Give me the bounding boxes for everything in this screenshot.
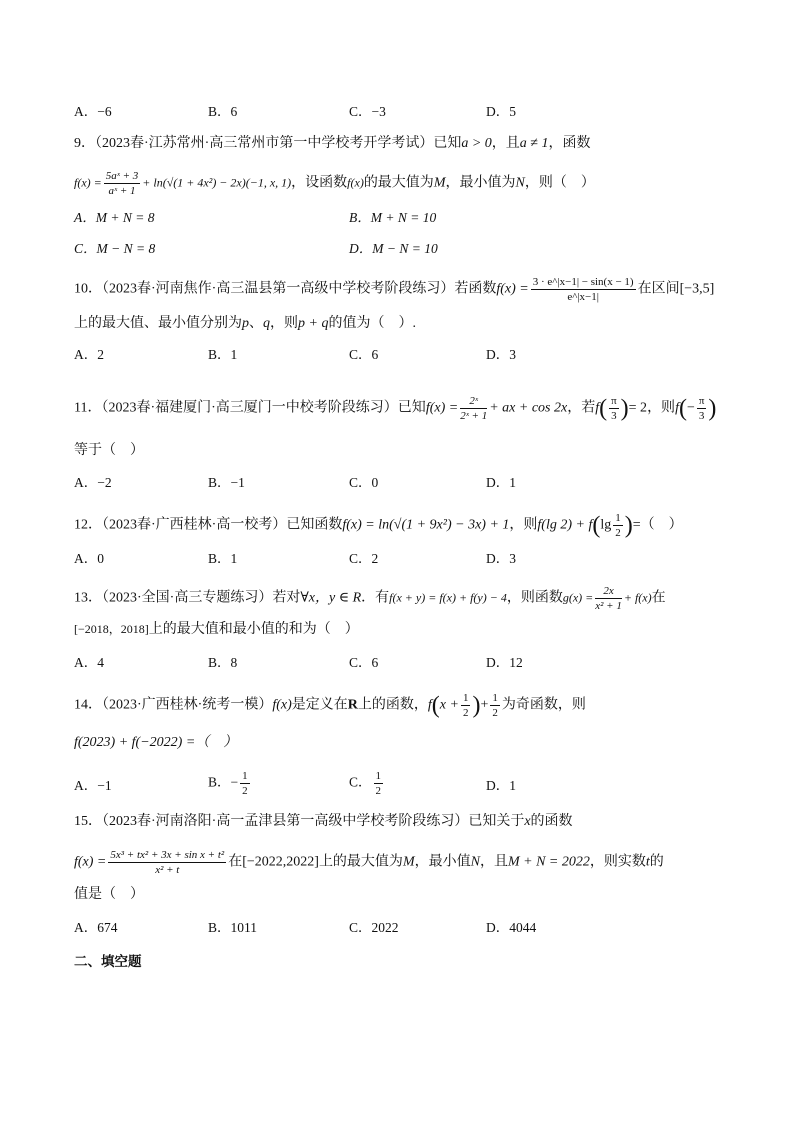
q13-option-b: B．8 [208,655,238,670]
q11-stem: 11．（2023春·福建厦门·高三厦门一中校考阶段练习）已知f(x) = $\frac{\text{2ˣ}}{\text{2ˣ + 1}}$ + ax + cos 2x，若f( $\frac{\pi}{3}$ )= 2，则f(− $\frac{\pi}{3}$ ) [74,395,717,422]
q9-option-d: D．M − N = 10 [349,241,438,256]
q15-line3: 值是（ ） [74,887,144,902]
q14-stem: 14．（2023·广西桂林·统考一模）f(x)是定义在R上的函数，f(x + $\frac{1}{2}$ )+ $\frac{1}{2}$ 为奇函数，则 [74,692,586,719]
q14-option-a: A．−1 [74,778,112,793]
q15-function-line: f(x) = $\frac{\text{5x³ + tx² + 3x + sin x + t²}}{\text{x² + t}}$ 在[−2022,2022]上的最大值为M，最小值N，且M + N = 2022，则实数t的 [74,849,664,876]
q9-cond2: a ≠ 1 [519,136,549,151]
q13-option-a: A．4 [74,655,104,670]
q13-option-c: C．6 [349,655,379,670]
q11-line2: 等于（ ） [74,443,144,458]
q9-stem: 9．（2023春·江苏常州·高三常州市第一中学校考开学考试）已知a > 0，且a ≠ 1，函数 [74,136,591,151]
q14-option-b: B．− $\frac{1}{2}$ [208,770,248,797]
q9-option-b: B．M + N = 10 [349,210,437,225]
q8-option-a: A．−6 [74,104,112,119]
q13-stem: 13．（2023·全国·高三专题练习）若对∀x，y ∈ R．有f(x + y) = f(x) + f(y) − 4，则函数g(x) = $\frac{2x}{\text{x² + 1}}$ + f(x)在 [74,585,666,612]
q15-stem: 15．（2023春·河南洛阳·高一孟津县第一高级中学校考阶段练习）已知关于x的函数 [74,814,573,829]
q14-line2: f(2023) + f(−2022) =（ ） [74,735,238,750]
q12-option-a: A．0 [74,551,104,566]
q15-option-d: D．4044 [486,920,537,935]
q12-option-c: C．2 [349,551,379,566]
q11-option-d: D．1 [486,475,516,490]
q11-option-b: B．−1 [208,475,245,490]
q14-option-c: C． $\frac{1}{2}$ [349,770,382,797]
q11-option-c: C．0 [349,475,379,490]
q10-option-a: A．2 [74,347,104,362]
q13-line2: [−2018，2018]上的最大值和最小值的和为（ ） [74,622,359,637]
q10-option-b: B．1 [208,347,238,362]
q8-option-c: C．−3 [349,104,386,119]
q10-interval: [−3,5] [679,281,715,297]
q12-option-d: D．3 [486,551,516,566]
q10-line2: 上的最大值、最小值分别为p、q，则p + q的值为（ ）. [74,316,416,331]
q8-option-b: B．6 [208,104,238,119]
q10-option-c: C．6 [349,347,379,362]
q15-option-b: B．1011 [208,920,258,935]
q9-option-c: C．M − N = 8 [74,241,156,256]
q9-option-a: A．M + N = 8 [74,210,155,225]
q15-option-c: C．2022 [349,920,399,935]
section-title: 二、填空题 [74,954,142,970]
q9-func-rest: + ln(√(1 + 4x²) − 2x)(−1, x, 1) [142,175,292,190]
q10-fraction: $\frac{3 \cdot e\^{}|x-1| - \sin(x - 1)}{e\^{}|x-1|}$ [532,276,634,303]
q8-option-d: D．5 [486,104,516,119]
q12-stem: 12．（2023春·广西桂林·高一校考）已知函数f(x) = ln(√(1 + 9x²) − 3x) + 1，则f(lg 2) + f(lg $\frac{1}{2}$ )=（ ） [74,512,683,539]
q15-option-a: A．674 [74,920,118,935]
q9-cond1: a > 0 [461,136,492,151]
q9-func-lhs: f(x) = [74,175,102,190]
q10-stem: 10．（2023春·河南焦作·高三温县第一高级中学校考阶段练习）若函数f(x) = $\frac{3 \cdot e\^{}|x-1| - \sin(x - 1)}{e\^{}|x-1|}$ 在区间[−3,5] [74,276,715,303]
q9-function-line: f(x) = $\frac{\text{5aˣ + 3}}{\text{aˣ + 1}}$ + ln(√(1 + 4x²) − 2x)(−1, x, 1)，设函数f(x)的最大值为M，最小值为N，则（ ） [74,170,595,197]
q14-option-d: D．1 [486,778,516,793]
q13-option-d: D．12 [486,655,523,670]
q10-option-d: D．3 [486,347,516,362]
q11-option-a: A．−2 [74,475,112,490]
q9-header: 9．（2023春·江苏常州·高三常州市第一中学校考开学考试）已知 [74,136,462,151]
q9-fraction: $\frac{\text{5aˣ + 3}}{\text{aˣ + 1}}$ [105,170,139,197]
q12-option-b: B．1 [208,551,238,566]
